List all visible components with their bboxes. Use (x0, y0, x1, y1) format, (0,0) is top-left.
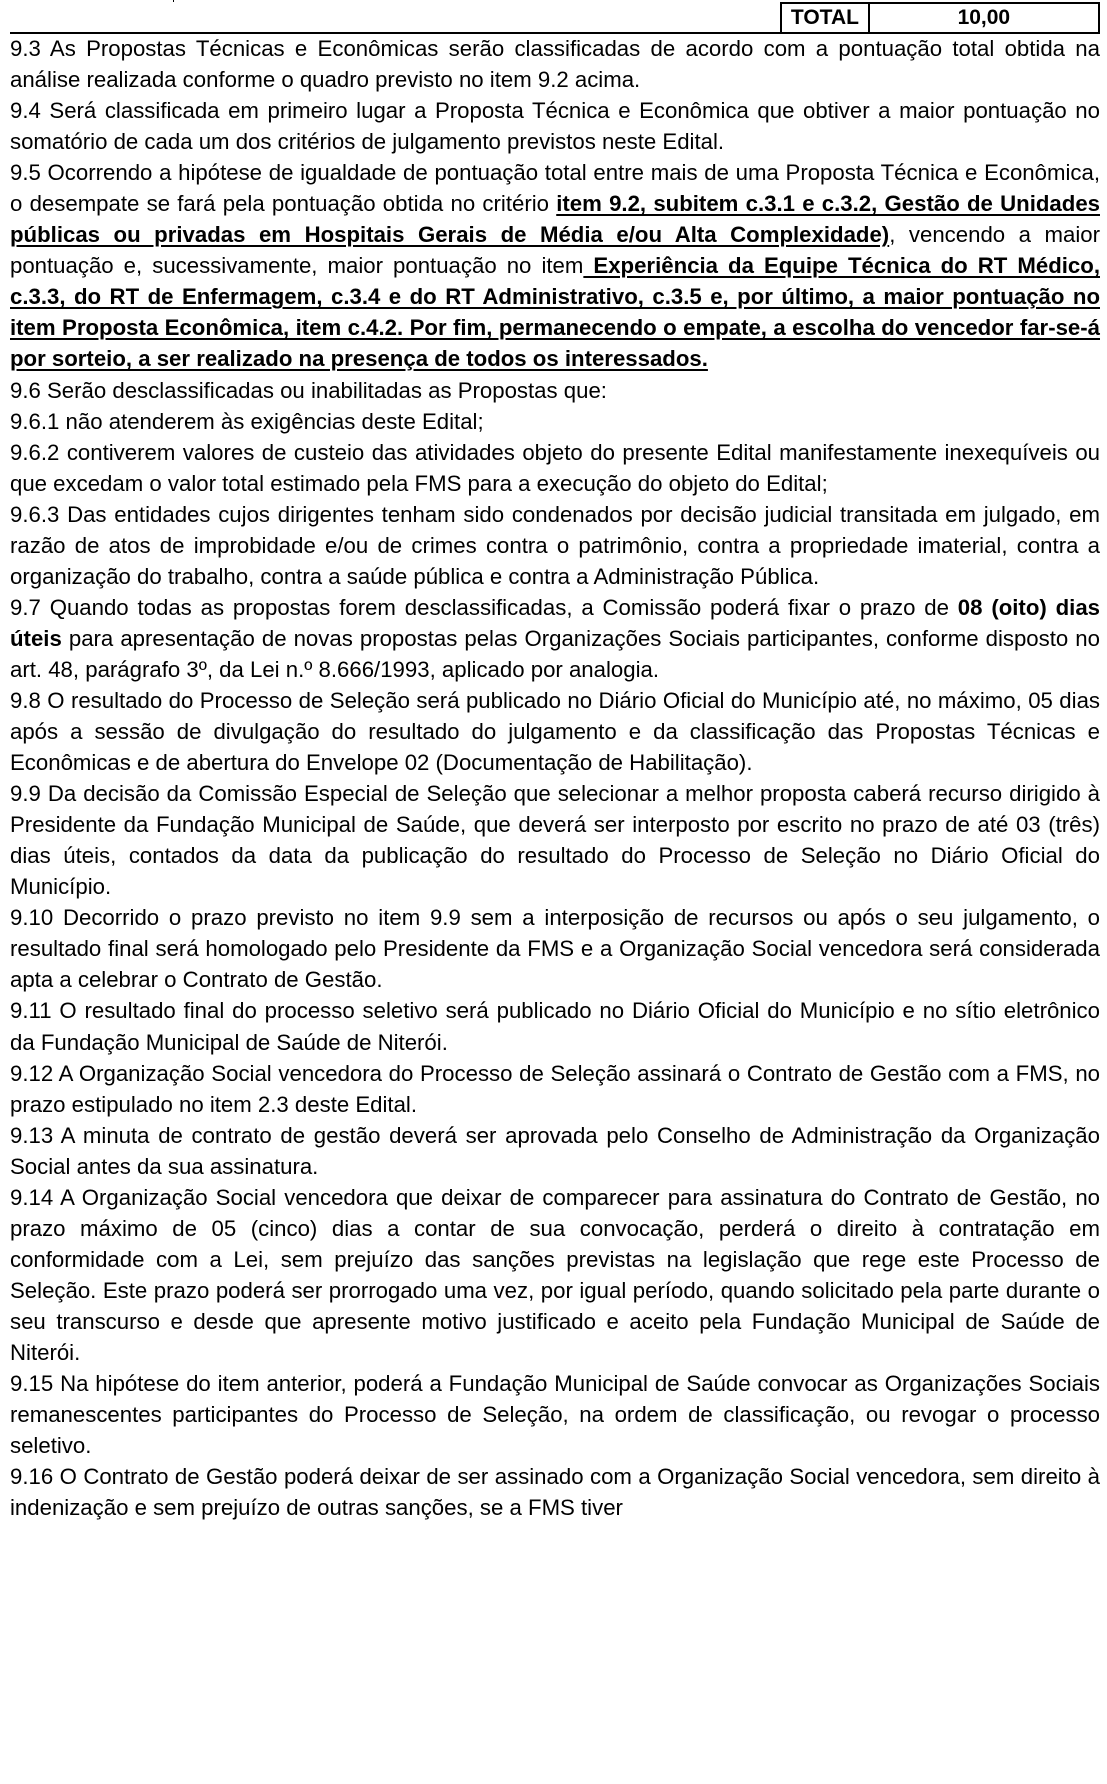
paragraph-9-5-bold-tiebreak: Experiência da Equipe Técnica do RT Médico, c.3.3, do RT de Enfermagem, c.3.4 e do RT Administrativo, c.3.5 e, por último, a maior pontuação no item Proposta Econômica, item c.4.2. Por fim, permanecendo o empate, a escolha do vencedor far-se-á por sorteio, a ser realizado na presença de todos os interessados. (10, 253, 1100, 372)
document-body (10, 33, 1100, 1523)
paragraph-9-14: 9.14 A Organização Social vencedora que deixar de comparecer para assinatura do Contrato de Gestão, no prazo máximo de 05 (cinco) dias a contar de sua convocação, perderá o direito à contratação em conformidade com a Lei, sem prejuízo das sanções previstas na legislação que rege este Processo de Seleção. Este prazo poderá ser prorrogado uma vez, por igual período, quando solicitado pela parte durante o seu transcurso e desde que apresente motivo justificado e aceito pela Fundação Municipal de Saúde de Niterói. (10, 1184, 1100, 1365)
paragraph-9-5-bold-criterion: item 9.2, subitem c.3.1 e c.3.2, Gestão de Unidades públicas ou privadas em Hospitais Gerais de Média e/ou Alta Complexidade) (10, 191, 1100, 248)
paragraph-9-12: 9.12 A Organização Social vencedora do Processo de Seleção assinará o Contrato de Gestão com a FMS, no prazo estipulado no item 2.3 deste Edital. (10, 1060, 1100, 1117)
paragraph-9-7-text-2: para apresentação de novas propostas pelas Organizações Sociais participantes, conforme disposto no art. 48, parágrafo 3º, da Lei n.º 8.666/1993, aplicado por analogia. (10, 625, 1100, 682)
total-value-cell: 10,00 (869, 3, 1099, 33)
paragraph-9-6-1: 9.6.1 não atenderem às exigências deste Edital; (10, 408, 484, 434)
paragraph-9-8: 9.8 O resultado do Processo de Seleção será publicado no Diário Oficial do Município até, no máximo, 05 dias após a sessão de divulgação do resultado do julgamento e da classificação das Propostas Técnicas e Econômicas e de abertura do Envelope 02 (Documentação de Habilitação). (10, 687, 1100, 776)
paragraph-9-7-bold-deadline: 08 (oito) dias úteis (10, 594, 1101, 651)
paragraph-9-6: 9.6 Serão desclassificadas ou inabilitadas as Propostas que: (10, 377, 607, 403)
paragraph-9-13: 9.13 A minuta de contrato de gestão deverá ser aprovada pelo Conselho de Administração da Organização Social antes da sua assinatura. (10, 1122, 1100, 1179)
paragraph-9-7 (10, 592, 1100, 685)
paragraph-9-4: 9.4 Será classificada em primeiro lugar a Proposta Técnica e Econômica que obtiver a maior pontuação no somatório de cada um dos critérios de julgamento previstos neste Edital. (10, 98, 1100, 155)
paragraph-9-5 (10, 157, 1100, 374)
paragraph-9-9: 9.9 Da decisão da Comissão Especial de Seleção que selecionar a melhor proposta caberá recurso dirigido à Presidente da Fundação Municipal de Saúde, que deverá ser interposto por escrito no prazo de até 03 (três) dias úteis, contados da data da publicação do resultado do Processo de Seleção no Diário Oficial do Município. (10, 781, 1100, 900)
paragraph-9-5-text-2: , vencendo a maior pontuação e, sucessivamente, maior pontuação no item (10, 222, 1101, 279)
paragraph-9-15: 9.15 Na hipótese do item anterior, poderá a Fundação Municipal de Saúde convocar as Organizações Sociais remanescentes participantes do Processo de Seleção, na ordem de classificação, ou revogar o processo seletivo. (10, 1371, 1100, 1459)
total-blank-cell (10, 3, 781, 33)
paragraph-9-6-3: 9.6.3 Das entidades cujos dirigentes tenham sido condenados por decisão judicial transitada em julgado, em razão de atos de improbidade e/ou de crimes contra o patrimônio, contra a propriedade imaterial, contra a organização do trabalho, contra a saúde pública e contra a Administração Pública. (10, 501, 1100, 589)
paragraph-9-5-text-1: 9.5 Ocorrendo a hipótese de igualdade de pontuação total entre mais de uma Proposta Técnica e Econômica, o desempate se fará pela pontuação obtida no critério (10, 160, 1100, 217)
paragraph-9-6-2: 9.6.2 contiverem valores de custeio das atividades objeto do presente Edital manifestamente inexequíveis ou que excedam o valor total estimado pela FMS para a execução do objeto do Edital; (10, 439, 1100, 496)
paragraph-9-16: 9.16 O Contrato de Gestão poderá deixar de ser assinado com a Organização Social vencedora, sem direito à indenização e sem prejuízo de outras sanções, se a FMS tiver (10, 1464, 1100, 1521)
total-row (10, 3, 1099, 33)
total-table (10, 2, 1100, 34)
paragraph-9-10: 9.10 Decorrido o prazo previsto no item 9.9 sem a interposição de recursos ou após o seu julgamento, o resultado final será homologado pelo Presidente da FMS e a Organização Social vencedora será considerada apta a celebrar o Contrato de Gestão. (10, 905, 1100, 993)
paragraph-9-7-text-1: 9.7 Quando todas as propostas forem desclassificadas, a Comissão poderá fixar o prazo de (10, 594, 958, 620)
total-label-cell: TOTAL (781, 3, 869, 33)
paragraph-9-11: 9.11 O resultado final do processo seletivo será publicado no Diário Oficial do Município e no sítio eletrônico da Fundação Municipal de Saúde de Niterói. (10, 998, 1100, 1055)
paragraph-9-3: 9.3 As Propostas Técnicas e Econômicas serão classificadas de acordo com a pontuação total obtida na análise realizada conforme o quadro previsto no item 9.2 acima. (10, 36, 1100, 93)
